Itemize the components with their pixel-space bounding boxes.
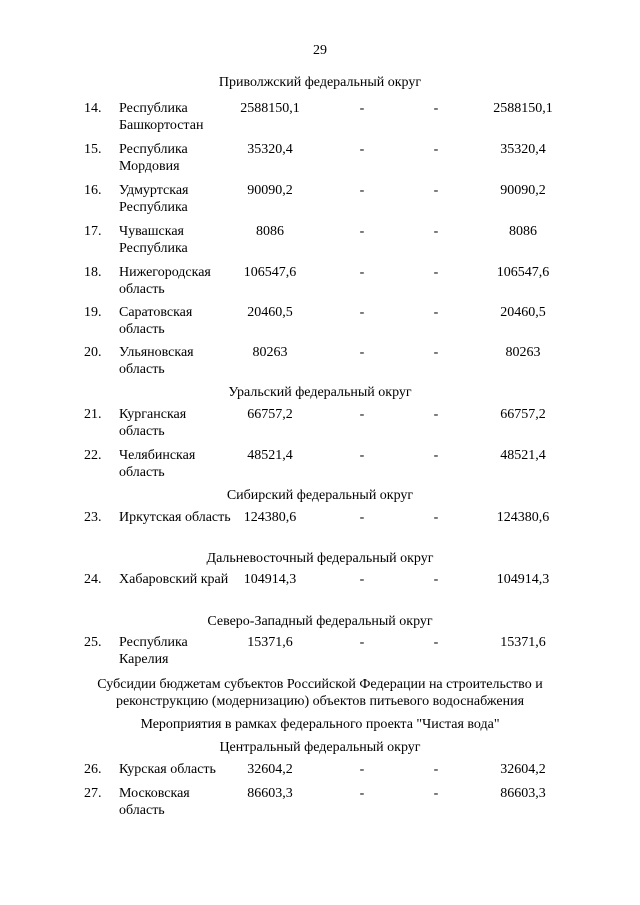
amount-value: 80263 [252, 345, 288, 360]
section-header: Приволжский федеральный округ [218, 75, 422, 90]
amount-dash: - [433, 305, 439, 320]
region-name: Иркутская область [119, 510, 231, 525]
amount-value: 15371,6 [247, 635, 293, 650]
region-name: Республика Башкортостан [119, 101, 204, 133]
amount-dash: - [359, 635, 365, 650]
amount-dash: - [359, 786, 365, 801]
table-row [0, 344, 640, 380]
section-header: Сибирский федеральный округ [226, 488, 414, 503]
row-number: 17. [84, 224, 102, 239]
amount-dash: - [359, 183, 365, 198]
region-name: Хабаровский край [119, 572, 229, 587]
section-header: Уральский федеральный округ [228, 385, 412, 400]
total-value: 35320,4 [500, 142, 546, 157]
amount-value: 35320,4 [247, 142, 293, 157]
amount-dash: - [433, 101, 439, 116]
amount-dash: - [359, 224, 365, 239]
total-value: 106547,6 [496, 265, 550, 280]
amount-dash: - [433, 224, 439, 239]
amount-dash: - [433, 786, 439, 801]
section-header: Дальневосточный федеральный округ [206, 551, 434, 566]
section-header: Субсидии бюджетам субъектов Российской Федерации на строительство и реконструкцию (модернизацию) объектов питьевого водоснабжения [97, 677, 543, 709]
region-name: Московская область [119, 786, 190, 818]
row-number: 24. [84, 572, 102, 587]
row-number: 20. [84, 345, 102, 360]
region-name: Челябинская область [119, 448, 196, 480]
table-row [0, 100, 640, 136]
amount-dash: - [433, 635, 439, 650]
row-number: 14. [84, 101, 102, 116]
amount-value: 48521,4 [247, 448, 293, 463]
row-number: 27. [84, 786, 102, 801]
table-row [0, 264, 640, 300]
amount-dash: - [359, 572, 365, 587]
amount-dash: - [433, 142, 439, 157]
amount-dash: - [433, 448, 439, 463]
table-row [0, 182, 640, 218]
amount-dash: - [359, 510, 365, 525]
region-name: Удмуртская Республика [119, 183, 189, 215]
table-row [0, 406, 640, 442]
amount-dash: - [359, 305, 365, 320]
total-value: 90090,2 [500, 183, 546, 198]
row-number: 23. [84, 510, 102, 525]
row-number: 18. [84, 265, 102, 280]
amount-dash: - [433, 762, 439, 777]
table-row [0, 141, 640, 177]
amount-dash: - [359, 142, 365, 157]
table-row [0, 785, 640, 821]
row-number: 21. [84, 407, 102, 422]
amount-dash: - [359, 265, 365, 280]
section-header: Центральный федеральный округ [219, 740, 421, 755]
row-number: 25. [84, 635, 102, 650]
region-name: Курская область [119, 762, 216, 777]
amount-dash: - [433, 572, 439, 587]
total-value: 86603,3 [500, 786, 546, 801]
amount-dash: - [359, 101, 365, 116]
row-number: 16. [84, 183, 102, 198]
row-number: 19. [84, 305, 102, 320]
amount-dash: - [433, 183, 439, 198]
table-row [0, 634, 640, 670]
row-number: 22. [84, 448, 102, 463]
total-value: 2588150,1 [493, 101, 553, 116]
total-value: 104914,3 [496, 572, 550, 587]
row-number: 26. [84, 762, 102, 777]
row-number: 15. [84, 142, 102, 157]
amount-dash: - [359, 407, 365, 422]
amount-value: 8086 [256, 224, 284, 239]
amount-dash: - [359, 762, 365, 777]
amount-dash: - [433, 265, 439, 280]
region-name: Республика Карелия [119, 635, 188, 667]
amount-dash: - [433, 407, 439, 422]
amount-value: 2588150,1 [240, 101, 300, 116]
table-row [0, 509, 640, 545]
section-header: Северо-Западный федеральный округ [207, 614, 433, 629]
page-number: 29 [313, 43, 327, 58]
amount-value: 104914,3 [243, 572, 297, 587]
table-row [0, 571, 640, 607]
region-name: Чувашская Республика [119, 224, 188, 256]
amount-value: 90090,2 [247, 183, 293, 198]
region-name: Саратовская область [119, 305, 193, 337]
amount-value: 20460,5 [247, 305, 293, 320]
table-row [0, 304, 640, 340]
amount-dash: - [433, 510, 439, 525]
total-value: 15371,6 [500, 635, 546, 650]
total-value: 66757,2 [500, 407, 546, 422]
region-name: Ульяновская область [119, 345, 194, 377]
total-value: 124380,6 [496, 510, 550, 525]
table-row [0, 447, 640, 483]
total-value: 48521,4 [500, 448, 546, 463]
total-value: 20460,5 [500, 305, 546, 320]
region-name: Республика Мордовия [119, 142, 188, 174]
amount-value: 66757,2 [247, 407, 293, 422]
amount-dash: - [433, 345, 439, 360]
amount-value: 106547,6 [243, 265, 297, 280]
amount-value: 32604,2 [247, 762, 293, 777]
total-value: 32604,2 [500, 762, 546, 777]
region-name: Нижегородская область [119, 265, 211, 297]
amount-dash: - [359, 345, 365, 360]
table-row [0, 223, 640, 259]
amount-value: 86603,3 [247, 786, 293, 801]
region-name: Курганская область [119, 407, 187, 439]
section-header: Мероприятия в рамках федерального проекта "Чистая вода" [140, 717, 500, 732]
total-value: 8086 [509, 224, 537, 239]
amount-value: 124380,6 [243, 510, 297, 525]
amount-dash: - [359, 448, 365, 463]
total-value: 80263 [505, 345, 541, 360]
